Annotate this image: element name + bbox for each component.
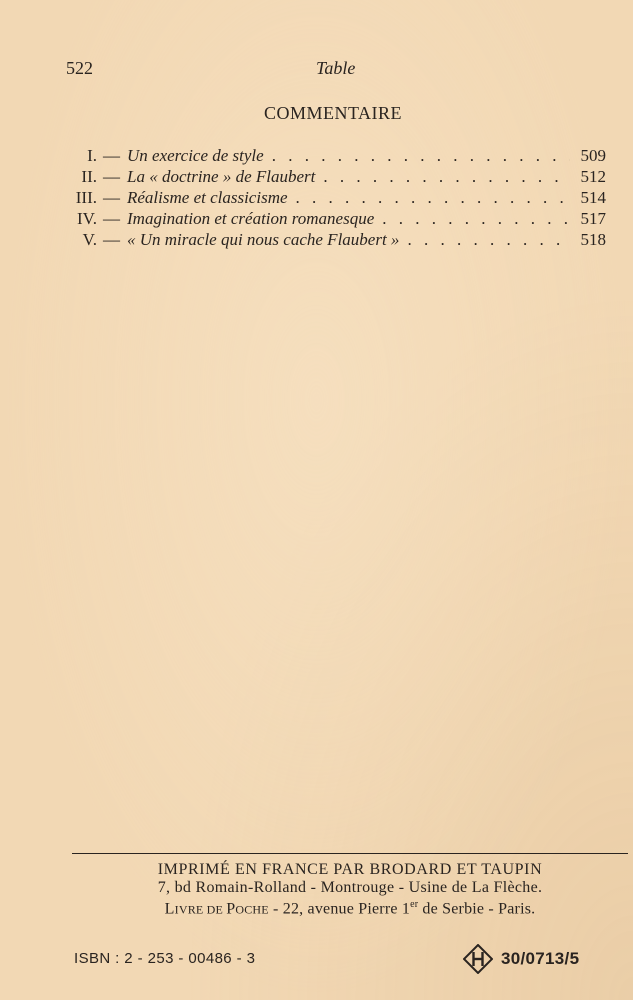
toc-entry-dash: — [103, 188, 120, 207]
toc-entry-title: « Un miracle qui nous cache Flaubert » [127, 230, 400, 249]
toc-dot-leader [296, 187, 570, 208]
table-of-contents [40, 145, 606, 250]
toc-entry-number: II. [81, 167, 97, 186]
toc-entry-page: 512 [580, 167, 606, 186]
toc-entry-title: La « doctrine » de Flaubert [127, 167, 316, 186]
running-head: Table [316, 58, 356, 78]
ordinal-superscript: er [410, 899, 419, 910]
toc-entry[interactable] [40, 208, 606, 229]
toc-entry-number: V. [82, 230, 97, 249]
toc-dot-leader [323, 166, 570, 187]
isbn-number: ISBN : 2 - 253 - 00486 - 3 [74, 950, 256, 967]
toc-entry-dash: — [103, 167, 120, 186]
imprint-divider [72, 853, 628, 854]
toc-entry[interactable] [40, 145, 606, 166]
toc-entry-number: I. [87, 146, 97, 165]
toc-entry[interactable] [40, 166, 606, 187]
toc-dot-leader [407, 229, 570, 250]
publisher-address: - 22, avenue Pierre 1 [268, 900, 411, 918]
toc-entry-page: 514 [580, 188, 606, 207]
publisher-smallcaps-oche: OCHE [235, 902, 269, 917]
toc-entry-dash: — [103, 230, 120, 249]
imprint-publisher-line [72, 896, 628, 918]
toc-entry-title: Un exercice de style [127, 146, 264, 165]
page-number: 522 [66, 58, 93, 78]
print-run-code: 30/0713/5 [501, 949, 580, 968]
toc-entry-title: Réalisme et classicisme [127, 188, 288, 207]
h-diamond-logo-icon [463, 944, 493, 974]
publisher-initial-l: L [164, 900, 175, 918]
toc-entry-page: 517 [580, 209, 606, 228]
toc-dot-leader [272, 145, 570, 166]
publisher-smallcaps-ivre: IVRE DE [174, 902, 227, 917]
toc-entry-dash: — [103, 146, 120, 165]
toc-entry-page: 518 [580, 230, 606, 249]
publisher-initial-p: P [226, 900, 236, 918]
toc-entry[interactable] [40, 229, 606, 250]
imprint-printer-line: IMPRIMÉ EN FRANCE PAR BRODARD ET TAUPIN [157, 861, 543, 878]
print-code-block [463, 942, 579, 976]
section-title: COMMENTAIRE [263, 103, 403, 123]
toc-entry-title: Imagination et création romanesque [127, 209, 375, 228]
page-header [66, 58, 566, 84]
toc-entry-dash: — [103, 209, 120, 228]
toc-entry-page: 509 [580, 146, 606, 165]
toc-dot-leader [382, 208, 570, 229]
toc-entry[interactable] [40, 187, 606, 208]
toc-entry-number: III. [75, 188, 97, 207]
toc-entry-number: IV. [77, 209, 97, 228]
imprint-address-line: 7, bd Romain-Rolland - Montrouge - Usine de La Flèche. [157, 879, 543, 896]
publisher-city: de Serbie - Paris. [418, 900, 536, 918]
